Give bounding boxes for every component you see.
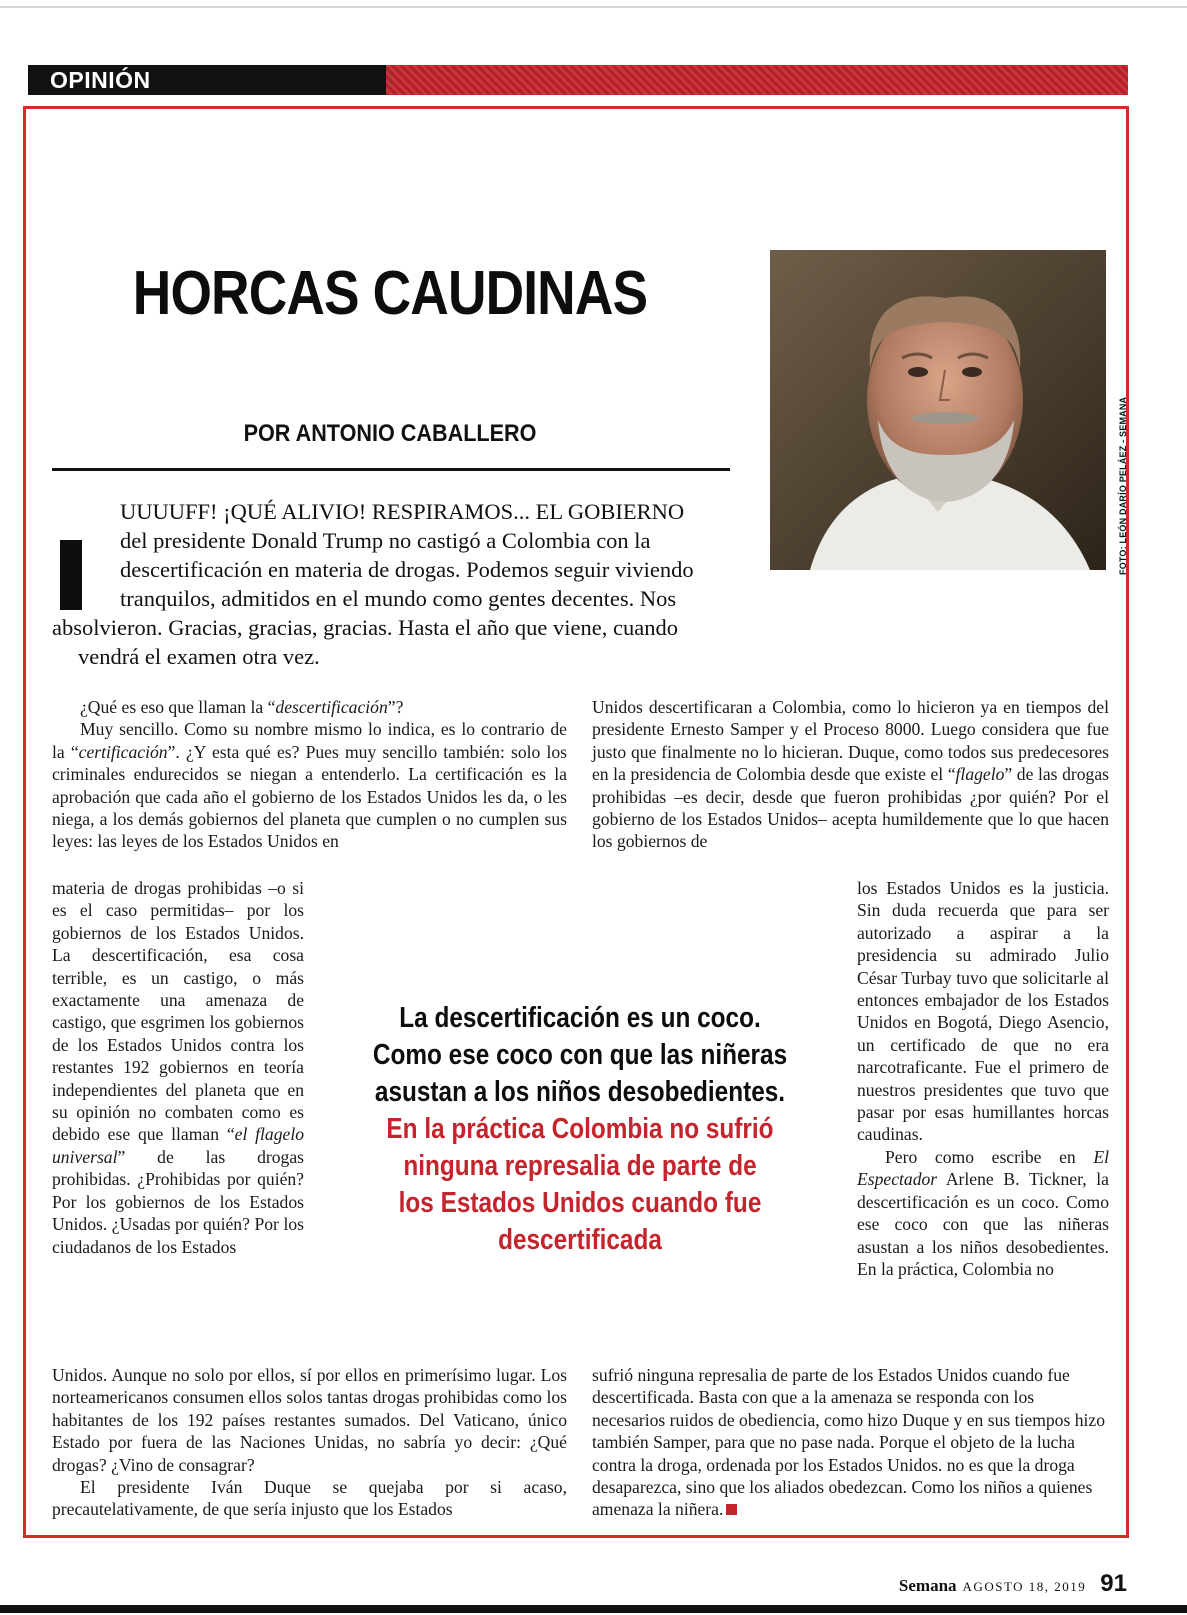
page-number: 91 [1100, 1570, 1127, 1597]
pull-quote [370, 1000, 790, 1259]
lead-line: del presidente Donald Trump no castigó a Colombia con la [120, 528, 651, 553]
body-column-right-narrow [857, 877, 1109, 1280]
pull-quote-line-red: descertificada [498, 1224, 662, 1256]
top-rule [0, 6, 1187, 8]
lead-line: tranquilos, admitidos en el mundo como gentes decentes. Nos [120, 586, 677, 611]
body-paragraph: El presidente Iván Duque se quejaba por si acaso, precautelativamente, de que sería injusto que los Estados [52, 1477, 567, 1520]
magazine-name: Semana [898, 1576, 957, 1595]
issue-date: AGOSTO 18, 2019 [962, 1579, 1087, 1594]
pull-quote-line-red: ninguna represalia de parte de [403, 1150, 757, 1182]
pull-quote-line-red: En la práctica Colombia no sufrió [386, 1113, 774, 1145]
article-byline: POR ANTONIO CABALLERO [243, 420, 537, 447]
photo-credit: FOTO: LEÓN DARÍO PELÁEZ - SEMANA [1118, 396, 1128, 575]
pull-quote-line: asustan a los niños desobedientes. [374, 1076, 786, 1108]
author-photo [770, 250, 1106, 570]
pull-quote-line-red: los Estados Unidos cuando fue [398, 1187, 762, 1219]
body-paragraph: Pero como escribe en El Espectador Arlene B. Tickner, la descertificación es un coco. Como ese coco con que las niñeras asustan a los niños desobedientes. En la práctica, Colombia no [857, 1146, 1109, 1279]
pull-quote-line: Como ese coco con que las niñeras [372, 1039, 788, 1071]
section-label: OPINIÓN [28, 65, 386, 95]
body-paragraph: materia de drogas prohibidas –o si es el caso permitidas– por los gobiernos de los Estados Unidos. La descertificación, esa cosa terrible, es un castigo, o más exactamente una amenaza de castigo, que esgrimen los gobiernos de los Estados Unidos contra los restantes 192 gobiernos en teoría independientes del planeta que en su opinión no combaten como es debido ese que llaman “el flagelo universal” de las drogas prohibidas. ¿Prohibidas por quién? Por los gobiernos de los Estados Unidos. ¿Usadas por quién? Por los ciudadanos de los Estados [52, 878, 305, 1257]
body-paragraph: Muy sencillo. Como su nombre mismo lo indica, es lo contrario de la “certificación”. ¿Y esta qué es? Pues muy sencillo también: solo los criminales endurecidos se niegan a entenderlo. La certificación es la aprobación que cada año el gobierno de los Estados Unidos les da, o les niega, a los demás gobiernos del planeta que cumplen o no cumplen sus leyes: las leyes de los Estados Unidos en [52, 719, 567, 852]
lead-line: absolvieron. Gracias, gracias, gracias. Hasta el año que viene, cuando [52, 615, 678, 640]
body-paragraph: Unidos. Aunque no solo por ellos, sí por ellos en primerísimo lugar. Los norteamericanos consumen ellos solos tantas drogas prohibidas como los habitantes de los 192 países restantes sumados. Del Vaticano, único Estado por fuera de las Naciones Unidas, no sabría yo decir: ¿Qué drogas? ¿Vino de consagrar? [52, 1365, 567, 1475]
article-title: HORCAS CAUDINAS [132, 259, 648, 328]
title-rule [52, 468, 730, 471]
end-mark-icon [726, 1504, 737, 1515]
body-paragraph: los Estados Unidos es la justicia. Sin duda recuerda que para ser autorizado a aspirar a la presidencia su admirado Julio César Turbay tuvo que solicitarle al entonces embajador de los Estados Unidos en Bogotá, Diego Asencio, un certificado de que no era narcotraficante. Fue el primero de nuestros presidentes que tuvo que pasar por esas humillantes horcas caudinas. [857, 878, 1109, 1145]
body-column-right-bottom [592, 1364, 1109, 1521]
lead-line: descertificación en materia de drogas. Podemos seguir viviendo [120, 557, 694, 582]
section-header [28, 65, 1128, 95]
page-footer [899, 1570, 1127, 1598]
bottom-rule [0, 1605, 1187, 1613]
body-column-left-bottom [52, 1364, 567, 1521]
drop-cap [60, 540, 82, 610]
body-paragraph: ¿Qué es eso que llaman la “descertificación”? [80, 697, 404, 717]
pull-quote-line: La descertificación es un coco. [399, 1002, 761, 1034]
body-column-left-top [52, 696, 567, 853]
body-column-left-narrow [52, 877, 304, 1258]
lead-line: vendrá el examen otra vez. [78, 644, 320, 669]
body-paragraph: Unidos descertificaran a Colombia, como lo hicieron ya en tiempos del presidente Ernesto Samper y el Proceso 8000. Luego considera que fue justo que finalmente no lo hicieran. Duque, como todos sus predecesores en la presidencia de Colombia desde que existe el “flagelo” de las drogas prohibidas –es decir, desde que fueron prohibidas ¿por quién? Por el gobierno de los Estados Unidos– acepta humildemente que lo que hacen los gobiernos de [592, 697, 1109, 852]
body-paragraph: sufrió ninguna represalia de parte de los Estados Unidos cuando fue descertificada. Basta con que a la amenaza se responda con los necesarios ruidos de obediencia, como hizo Duque y en sus tiempos hizo también Samper, para que no pase nada. Porque el objeto de la lucha contra la droga, ordenada por los Estados Unidos. no es que la droga desaparezca, sino que los aliados obedezcan. Como los niños a quienes amenaza la niñera. [592, 1365, 1106, 1520]
section-stripe [386, 65, 1128, 95]
lead-line: UUUUFF! ¡QUÉ ALIVIO! RESPIRAMOS... EL GOBIERNO [120, 499, 685, 524]
body-column-right-top [592, 696, 1109, 853]
